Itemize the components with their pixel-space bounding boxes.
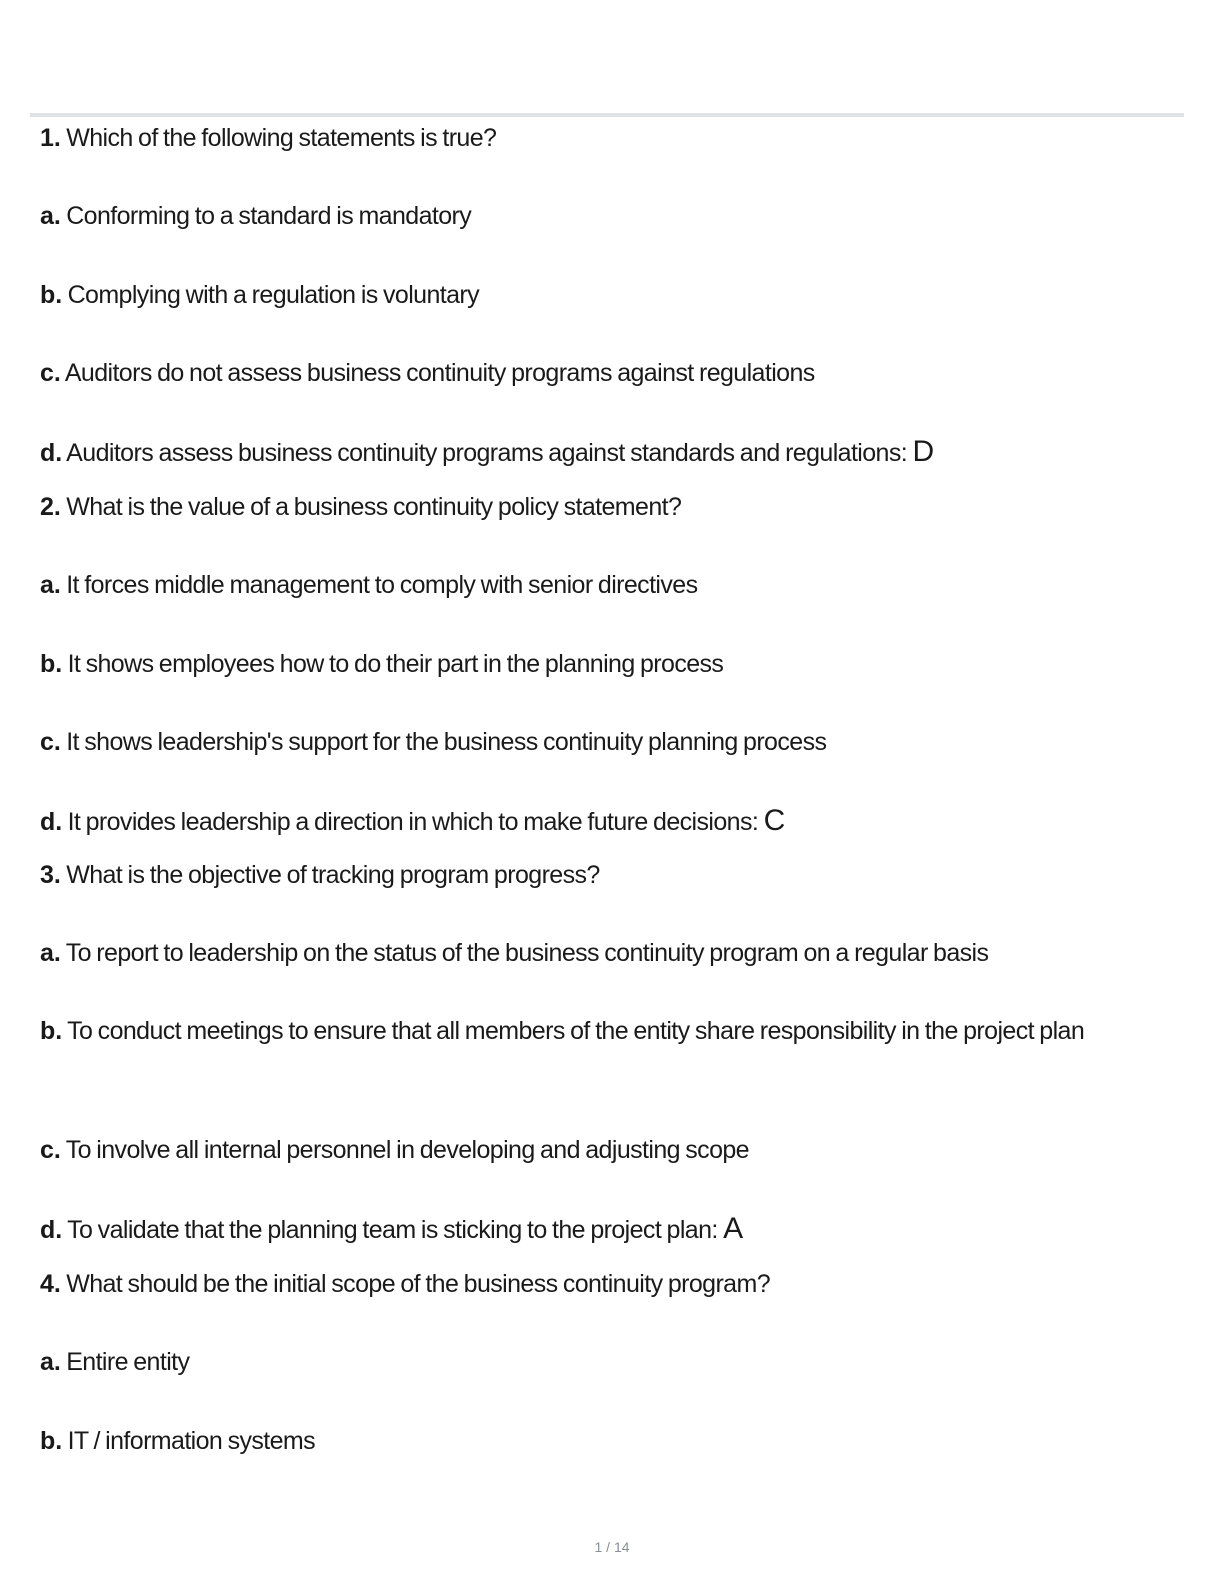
- option-letter: a.: [40, 202, 61, 230]
- option-3b: [40, 1011, 1150, 1052]
- option-letter: b.: [40, 1427, 63, 1455]
- option-letter: a.: [40, 939, 61, 967]
- question-number: 2.: [40, 493, 61, 521]
- option-text: To validate that the planning team is sticking to the project plan:: [62, 1216, 724, 1244]
- question-number: 3.: [40, 861, 61, 889]
- option-3a: [40, 933, 988, 974]
- option-3d: [40, 1208, 743, 1251]
- question-number: 4.: [40, 1270, 61, 1298]
- question-1: [40, 118, 496, 159]
- option-text: Complying with a regulation is voluntary: [62, 281, 480, 309]
- answer-key: A: [723, 1212, 744, 1245]
- option-letter: c.: [40, 728, 61, 756]
- option-text: To report to leadership on the status of the business continuity program on a regular basis: [60, 939, 989, 967]
- option-1c: [40, 353, 815, 394]
- question-text: What is the objective of tracking program progress?: [60, 861, 600, 889]
- option-text: It provides leadership a direction in which to make future decisions:: [62, 808, 764, 836]
- option-letter: a.: [40, 571, 61, 599]
- header-divider: [30, 113, 1184, 117]
- option-3c: [40, 1130, 749, 1171]
- option-text: It shows employees how to do their part in the planning process: [62, 650, 724, 678]
- option-text: To involve all internal personnel in developing and adjusting scope: [60, 1136, 749, 1164]
- option-letter: b.: [40, 650, 63, 678]
- option-text: To conduct meetings to ensure that all members of the entity share responsibility in the project plan: [62, 1017, 1085, 1045]
- option-letter: d.: [40, 439, 63, 467]
- question-number: 1.: [40, 124, 61, 152]
- option-letter: a.: [40, 1348, 61, 1376]
- question-4: [40, 1264, 770, 1305]
- option-4a: [40, 1342, 189, 1383]
- option-text: Entire entity: [60, 1348, 190, 1376]
- option-4b: [40, 1421, 315, 1462]
- option-2d: [40, 800, 785, 843]
- answer-key: D: [912, 435, 935, 468]
- question-2: [40, 487, 681, 528]
- option-1a: [40, 196, 471, 237]
- option-letter: d.: [40, 808, 63, 836]
- option-2b: [40, 644, 723, 685]
- question-text: Which of the following statements is true?: [60, 124, 497, 152]
- option-text: Auditors assess business continuity programs against standards and regulations:: [62, 439, 913, 467]
- option-letter: b.: [40, 1017, 63, 1045]
- page-indicator: 1 / 14: [594, 1539, 630, 1555]
- option-text: Conforming to a standard is mandatory: [60, 202, 472, 230]
- option-letter: c.: [40, 359, 61, 387]
- option-1b: [40, 275, 479, 316]
- option-letter: d.: [40, 1216, 63, 1244]
- option-1d: [40, 431, 934, 474]
- option-2c: [40, 722, 826, 763]
- option-text: Auditors do not assess business continuity programs against regulations: [60, 359, 815, 387]
- option-letter: b.: [40, 281, 63, 309]
- option-text: It shows leadership's support for the business continuity planning process: [60, 728, 827, 756]
- question-3: [40, 855, 600, 896]
- question-text: What should be the initial scope of the business continuity program?: [60, 1270, 771, 1298]
- option-text: IT / information systems: [62, 1427, 316, 1455]
- option-letter: c.: [40, 1136, 61, 1164]
- option-2a: [40, 565, 698, 606]
- answer-key: C: [763, 804, 786, 837]
- question-text: What is the value of a business continuity policy statement?: [60, 493, 682, 521]
- option-text: It forces middle management to comply with senior directives: [60, 571, 698, 599]
